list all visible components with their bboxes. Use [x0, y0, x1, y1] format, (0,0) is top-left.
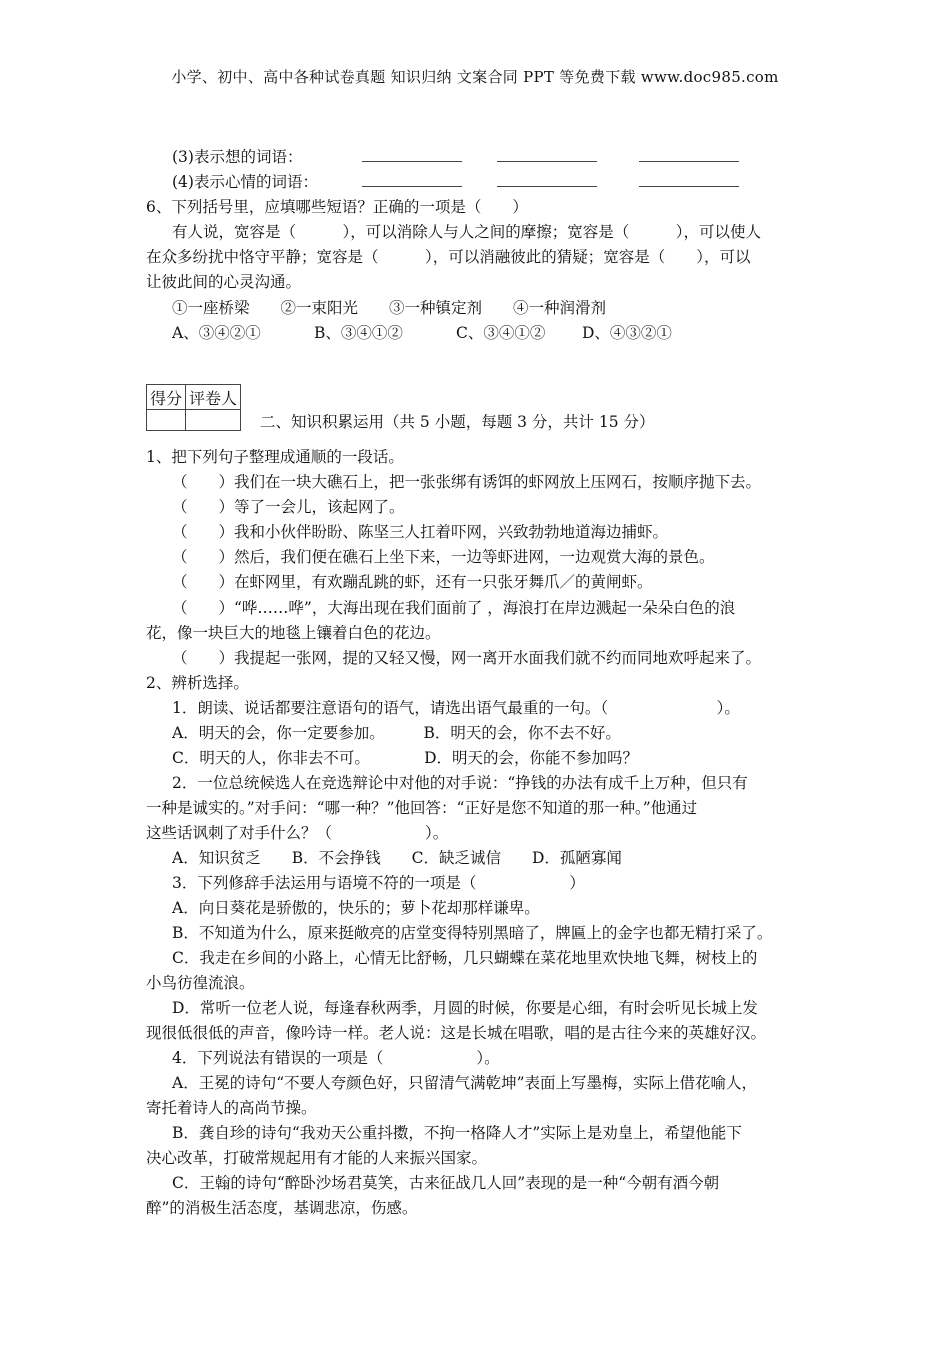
sub-question-4-choice-b: B．龚自珍的诗句“我劝天公重抖擞，不拘一格降人才”实际上是劝皇上，希望他能下 — [172, 1124, 742, 1142]
reorder-sentence: （ ）“哗……哗”，大海出现在我们面前了 ，海浪打在岸边溅起一朵朵白色的浪 — [172, 599, 736, 617]
sub-question-4-choice-a: A．王冕的诗句“不要人夸颜色好，只留清气满乾坤”表面上写墨梅，实际上借花喻人， — [172, 1074, 758, 1092]
choice-b[interactable]: B、③④①② — [314, 324, 403, 342]
sub-question-3-choice-d-cont: 现很低很低的声音，像吟诗一样。老人说：这是长城在唱歌，唱的是古往今来的英雄好汉。 — [146, 1024, 767, 1042]
reorder-sentence: （ ）我们在一块大礁石上，把一张张绑有诱饵的虾网放上压网石，按顺序抛下去。 — [172, 473, 762, 491]
sub-question-1-choices-ab: A．明天的会，你一定要参加。 B．明天的会，你不去不好。 — [172, 724, 621, 742]
reviewer-label: 评卷人 — [186, 385, 241, 410]
sub-question-2-choices: A．知识贫乏 B．不会挣钱 C．缺乏诚信 D．孤陋寡闻 — [172, 849, 622, 867]
choice-c[interactable]: C、③④①② — [456, 324, 546, 342]
reorder-sentence-cont: 花，像一块巨大的地毯上镶着白色的花边。 — [146, 624, 441, 642]
answer-blank[interactable] — [497, 172, 597, 187]
sub-question-2: 2．一位总统候选人在竞选辩论中对他的对手说：“挣钱的办法有成千上万种，但只有 — [172, 774, 748, 792]
answer-blank[interactable] — [362, 172, 462, 187]
sub-question-3-choice-c-cont: 小鸟彷徨流浪。 — [146, 974, 255, 992]
q6-stem: 6、下列括号里，应填哪些短语？正确的一项是（ ） — [146, 198, 528, 216]
q5-item-3-label: (3)表示想的词语： — [172, 148, 303, 166]
sub-question-2-cont: 一种是诚实的。”对手问：“哪一种？”他回答：“正好是您不知道的那一种。”他通过 — [146, 799, 698, 817]
answer-blank[interactable] — [639, 172, 739, 187]
q5-item-4-label: (4)表示心情的词语： — [172, 173, 318, 191]
q6-options: ①一座桥梁 ②一束阳光 ③一种镇定剂 ④一种润滑剂 — [172, 299, 607, 317]
sub-question-1-choices-cd: C．明天的人，你非去不可。 D．明天的会，你能不参加吗？ — [172, 749, 639, 767]
q5-item-4 — [172, 170, 739, 195]
q6-passage-line: 有人说，宽容是（ ），可以消除人与人之间的摩擦；宽容是（ ），可以使人 — [172, 223, 762, 241]
reorder-sentence: （ ）我提起一张网，提的又轻又慢，网一离开水面我们就不约而同地欢呼起来了。 — [172, 649, 762, 667]
answer-blank[interactable] — [362, 147, 462, 162]
choice-a[interactable]: A、③④②① — [172, 324, 261, 342]
sub-question-4-choice-b-cont: 决心改革，打破常规起用有才能的人来振兴国家。 — [146, 1149, 488, 1167]
sub-question-4-choice-c-cont: 醉”的消极生活态度，基调悲凉，伤感。 — [146, 1199, 418, 1217]
q6-choices — [172, 321, 672, 346]
sub-question-4: 4．下列说法有错误的一项是（ ）。 — [172, 1049, 500, 1067]
sub-question-3-choice-d: D．常听一位老人说，每逢春秋两季，月圆的时候，你要是心细，有时会听见长城上发 — [172, 999, 758, 1017]
score-label: 得分 — [147, 385, 186, 410]
score-cell[interactable] — [147, 410, 186, 431]
question-2-stem: 2、辨析选择。 — [146, 674, 249, 692]
sub-question-4-choice-c: C．王翰的诗句“醉卧沙场君莫笑，古来征战几人回”表现的是一种“今朝有酒今朝 — [172, 1174, 720, 1192]
answer-blank[interactable] — [639, 147, 739, 162]
sub-question-3-choice-a: A．向日葵花是骄傲的，快乐的；萝卜花却那样谦卑。 — [172, 899, 540, 917]
q5-item-3 — [172, 145, 739, 170]
section-2-title: 二、知识积累运用（共 5 小题，每题 3 分，共计 15 分） — [260, 413, 655, 431]
sub-question-1: 1．朗读、说话都要注意语句的语气，请选出语气最重的一句。（ ）。 — [172, 699, 740, 717]
q6-passage-line: 让彼此间的心灵沟通。 — [146, 273, 302, 291]
reorder-sentence: （ ）在虾网里，有欢蹦乱跳的虾，还有一只张牙舞爪／的黄闸虾。 — [172, 573, 653, 591]
sub-question-3-choice-b: B．不知道为什么，原来挺敞亮的店堂变得特别黑暗了，牌匾上的金字也都无精打采了。 — [172, 924, 773, 942]
sub-question-4-choice-a-cont: 寄托着诗人的高尚节操。 — [146, 1099, 317, 1117]
reorder-sentence: （ ）我和小伙伴盼盼、陈坚三人扛着吓网，兴致勃勃地道海边捕虾。 — [172, 523, 669, 541]
answer-blank[interactable] — [497, 147, 597, 162]
q6-passage-line: 在众多纷扰中恪守平静；宽容是（ ），可以消融彼此的猜疑；宽容是（ ），可以 — [146, 248, 751, 266]
sub-question-3-choice-c: C．我走在乡间的小路上，心情无比舒畅，几只蝴蝶在菜花地里欢快地飞舞，树枝上的 — [172, 949, 758, 967]
page-header: 小学、初中、高中各种试卷真题 知识归纳 文案合同 PPT 等免费下载 www.doc985.com — [171, 68, 779, 86]
choice-d[interactable]: D、④③②① — [582, 324, 672, 342]
sub-question-2-cont: 这些话讽刺了对手什么？（ ）。 — [146, 824, 449, 842]
sub-question-3: 3．下列修辞手法运用与语境不符的一项是（ ） — [172, 874, 585, 892]
reviewer-cell[interactable] — [186, 410, 241, 431]
reorder-sentence: （ ）等了一会儿，该起网了。 — [172, 498, 405, 516]
reorder-sentence: （ ）然后，我们便在礁石上坐下来，一边等虾进网，一边观赏大海的景色。 — [172, 548, 715, 566]
question-1-stem: 1、把下列句子整理成通顺的一段话。 — [146, 448, 404, 466]
score-box — [146, 384, 241, 431]
